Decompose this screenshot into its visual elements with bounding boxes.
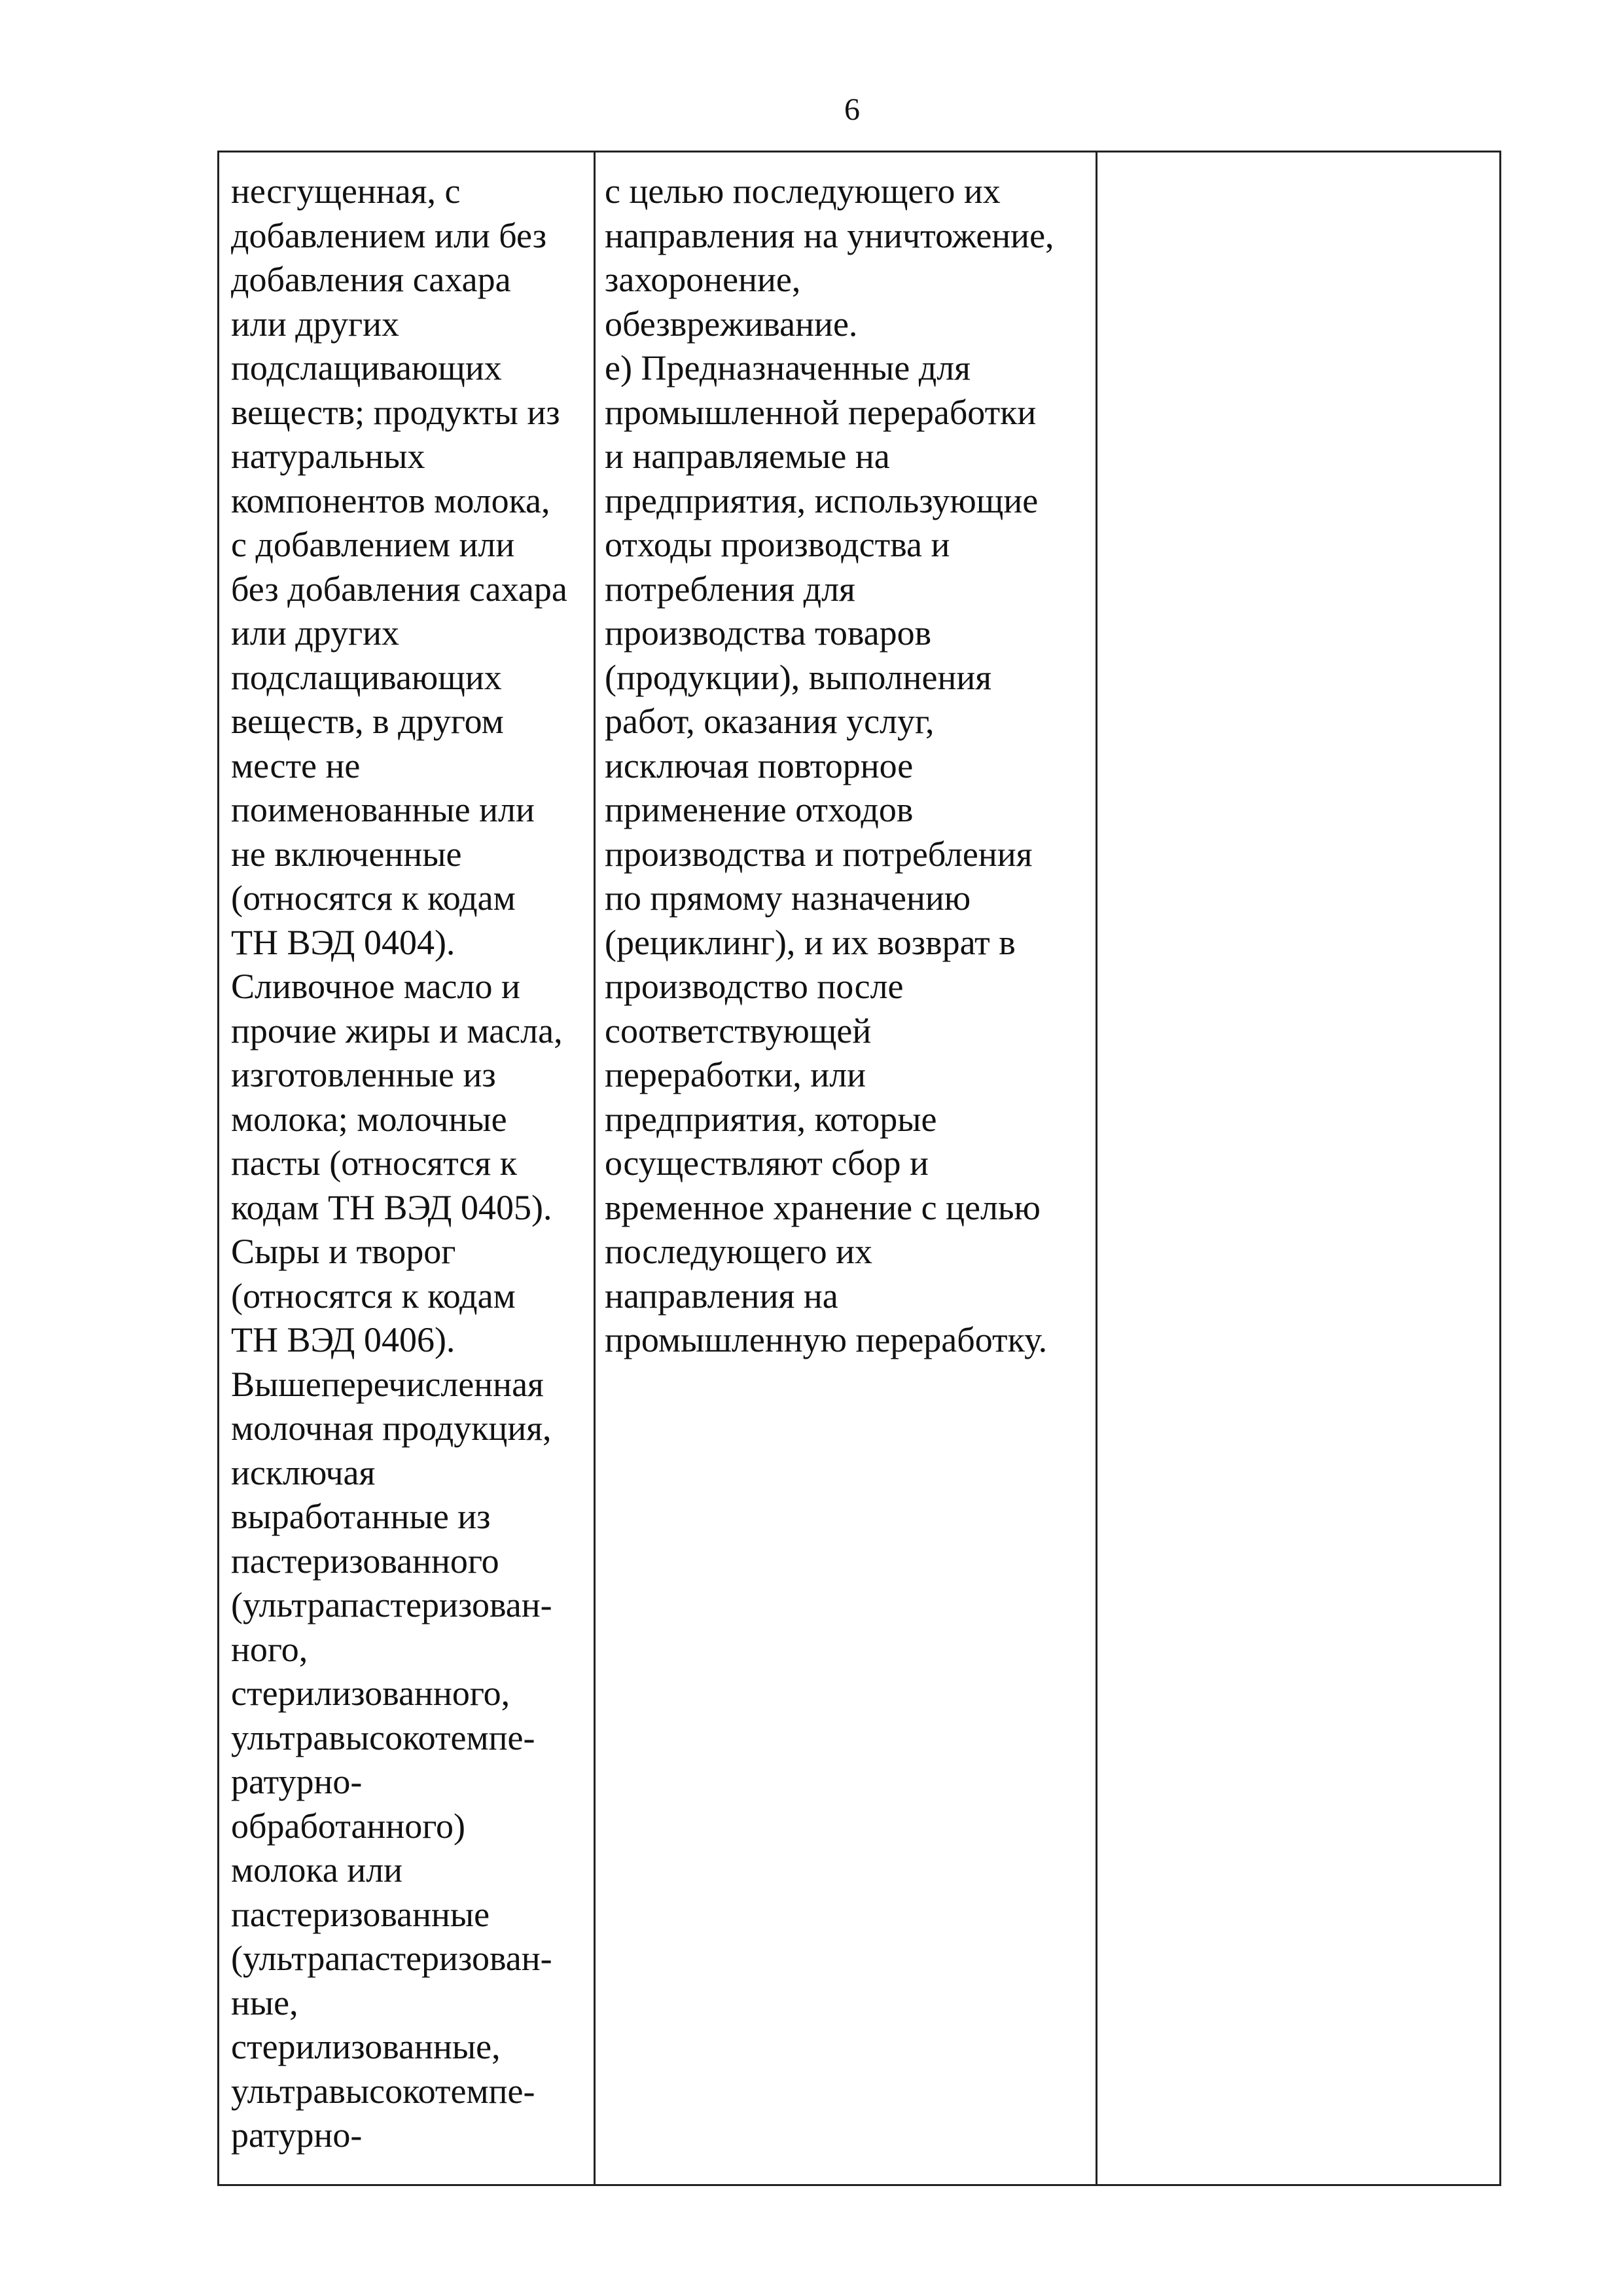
table-row [219, 152, 1501, 2185]
purpose-text: с целью последующего их направления на уничтожение, захоронение, обезвреживание. е) Предназначенные для промышленной переработки и направляемые на предприятия, использующие отходы производства и потребления для производства товаров (продукции), выполнения работ, оказания услуг, исключая повторное применение отходов производства и потребления по прямому назначению (рециклинг), и их возврат в производство после соответствующей переработки, или предприятия, которые осуществляют сбор и временное хранение с целью последующего их направления на промышленную переработку. [605, 171, 1054, 1359]
page-number: 6 [844, 92, 860, 127]
table-cell-product-description [219, 152, 595, 2185]
table-cell-empty [1097, 152, 1501, 2185]
product-description-text: несгущенная, с добавлением или без добавления сахара или других подслащивающих веществ; продукты из натуральных компонентов молока, с добавлением или без добавления сахара или других подслащивающих веществ, в другом месте не поименованные или не включенные (относятся к кодам ТН ВЭД 0404). Сливочное масло и прочие жиры и масла, изготовленные из молока; молочные пасты (относятся к кодам ТН ВЭД 0405). Сыры и творог (относятся к кодам ТН ВЭД 0406). Вышеперечисленная молочная продукция, исключая выработанные из пастеризованного (ультрапастеризован- ного, стерилизованного, ультравысокотемпе- ратурно- обработанного) молока или пастеризованные (ультрапастеризован- ные, стерилизованные, ультравысокотемпе- ратурно- [231, 171, 567, 2155]
table-cell-purpose [595, 152, 1097, 2185]
empty-cell-text [1097, 152, 1499, 170]
document-table [217, 151, 1501, 2186]
